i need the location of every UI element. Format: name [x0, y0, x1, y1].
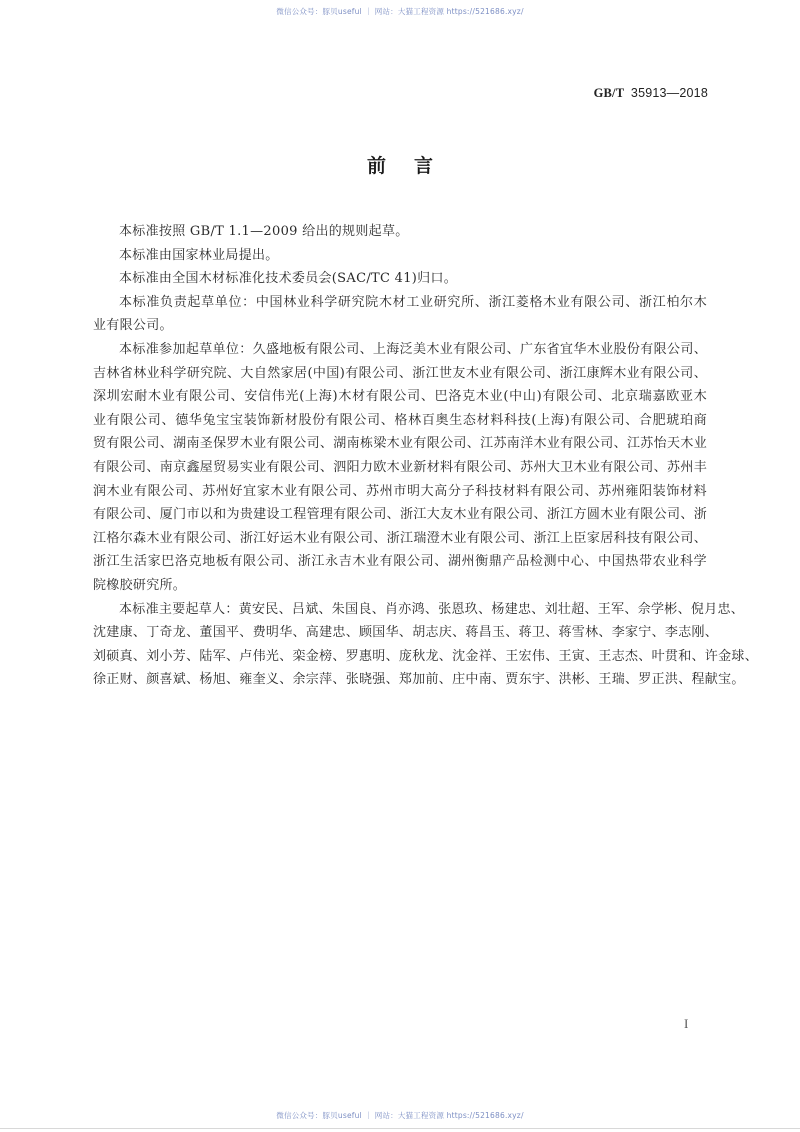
paragraph-participating-drafters-line: 有限公司、南京鑫屋贸易实业有限公司、泗阳力欧木业新材料有限公司、苏州大卫木业有限公司、苏州丰: [93, 459, 707, 475]
paragraph-drafting-rules: 本标准按照 GB/T 1.1—2009 给出的规则起草。: [119, 224, 409, 239]
standard-prefix: GB/T: [593, 86, 625, 100]
paragraph-participating-drafters-line: 院橡胶研究所。: [93, 577, 187, 593]
paragraph-main-drafters-line: 徐正财、颜喜斌、杨旭、雍奎义、余宗萍、张晓强、郑加前、庄中南、贾东宇、洪彬、王瑞、罗正洪、程献宝。: [93, 672, 745, 688]
paragraph-participating-drafters-line: 浙江生活家巴洛克地板有限公司、浙江永吉木业有限公司、湖州衡鼎产品检测中心、中国热带农业科学: [93, 554, 707, 570]
paragraph-main-drafters-line: 本标准主要起草人：黄安民、吕斌、朱国良、肖亦鸿、张恩玖、杨建忠、刘壮超、王军、佘学彬、倪月忠、: [119, 601, 745, 617]
watermark-bottom: 微信公众号：豚贝useful ｜ 网站：大猫工程资源 https://521686.xyz/: [276, 1111, 524, 1120]
paragraph-centralized-by: 本标准由全国木材标准化技术委员会(SAC/TC 41)归口。: [119, 271, 458, 287]
paragraph-participating-drafters-line: 深圳宏耐木业有限公司、安信伟光(上海)木材有限公司、巴洛克木业(中山)有限公司、北京瑞嘉欧亚木: [93, 389, 707, 405]
standard-code: [594, 86, 708, 101]
paragraph-main-drafters-line: 刘硕真、刘小芳、陆军、卢伟光、栾金榜、罗惠明、庞秋龙、沈金祥、王宏伟、王寅、王志杰、叶贯和、许金球、: [93, 648, 759, 664]
paragraph-participating-drafters-line: 业有限公司、德华兔宝宝装饰新材股份有限公司、格林百奥生态材料科技(上海)有限公司、合肥琥珀商: [93, 412, 707, 428]
paragraph-main-drafters-line: 沈建康、丁奇龙、董国平、费明华、高建忠、顾国华、胡志庆、蒋昌玉、蒋卫、蒋雪林、李家宁、李志刚、: [93, 625, 719, 641]
watermark-top: 微信公众号：豚贝useful ｜ 网站：大猫工程资源 https://521686.xyz/: [276, 7, 524, 16]
page-title: 前言: [366, 155, 461, 177]
paragraph-participating-drafters-line: 有限公司、厦门市以和为贵建设工程管理有限公司、浙江大友木业有限公司、浙江方圆木业有限公司、浙: [93, 507, 707, 523]
bottom-divider: [0, 1128, 800, 1129]
paragraph-responsible-drafters-line: 本标准负责起草单位：中国林业科学研究院木材工业研究所、浙江菱格木业有限公司、浙江柏尔木: [119, 294, 707, 310]
foreword-body: [93, 220, 759, 692]
paragraph-participating-drafters-line: 吉林省林业科学研究院、大自然家居(中国)有限公司、浙江世友木业有限公司、浙江康辉木业有限公司、: [93, 365, 707, 381]
paragraph-participating-drafters-line: 江格尔森木业有限公司、浙江好运木业有限公司、浙江瑞澄木业有限公司、浙江上臣家居科技有限公司、: [93, 530, 707, 546]
paragraph-proposed-by: 本标准由国家林业局提出。: [119, 247, 279, 263]
paragraph-participating-drafters-line: 本标准参加起草单位：久盛地板有限公司、上海泛美木业有限公司、广东省宜华木业股份有限公司、: [119, 341, 707, 357]
page-number: I: [684, 1016, 689, 1031]
paragraph-responsible-drafters-line: 业有限公司。: [93, 318, 173, 334]
paragraph-participating-drafters-line: 贸有限公司、湖南圣保罗木业有限公司、湖南栋梁木业有限公司、江苏南洋木业有限公司、江苏怡天木业: [93, 436, 707, 452]
standard-number: 35913—2018: [630, 86, 708, 100]
paragraph-participating-drafters-line: 润木业有限公司、苏州好宜家木业有限公司、苏州市明大高分子科技材料有限公司、苏州雍阳装饰材料: [93, 483, 707, 499]
